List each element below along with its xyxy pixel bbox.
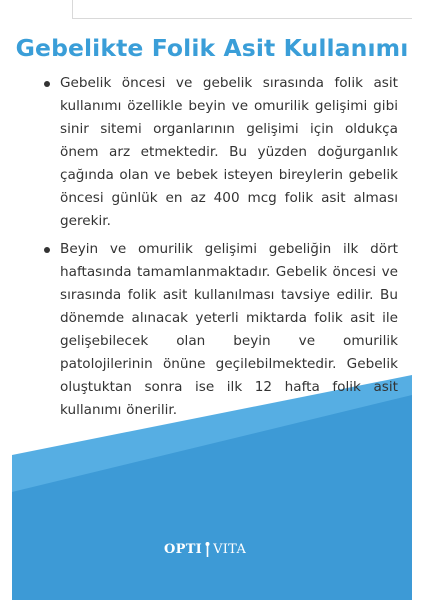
brand-logo xyxy=(164,541,246,558)
bullet-list xyxy=(30,72,398,422)
bullet-dot-icon xyxy=(44,81,50,87)
bullet-text: Gebelik öncesi ve gebelik sırasında folik asit kullanımı özellikle beyin ve omurilik gelişimi gibi sinir sitemi organlarının gelişimi için oldukça önem arz etmektedir. Bu yüzden doğurganlık çağında olan ve bebek isteyen bireylerin gebelik öncesi günlük en az 400 mcg folik asit alması gerekir. xyxy=(60,75,398,229)
content-area xyxy=(30,72,398,422)
top-decorative-frame xyxy=(72,0,412,19)
bullet-dot-icon xyxy=(44,247,50,253)
logo-text-left: OPTI xyxy=(164,542,203,557)
infographic-card xyxy=(12,0,412,600)
bullet-item xyxy=(30,72,398,233)
bullet-text: Beyin ve omurilik gelişimi gebeliğin ilk dört haftasında tamamlanmaktadır. Gebelik öncesi ve sırasında folik asit kullanılması tavsiye edilir. Bu dönemde alınacak yeterli miktarda folik asit ile gelişebilecek olan beyin ve omurilik patolojilerinin önüne geçilebilmektedir. Gebelik oluştuktan sonra ise ilk 12 hafta folik asit kullanımı önerilir. xyxy=(60,241,398,418)
page-title: Gebelikte Folik Asit Kullanımı xyxy=(15,34,409,62)
bullet-item xyxy=(30,238,398,422)
logo-mark-icon xyxy=(203,541,212,558)
logo-text-right: VITA xyxy=(213,542,247,557)
